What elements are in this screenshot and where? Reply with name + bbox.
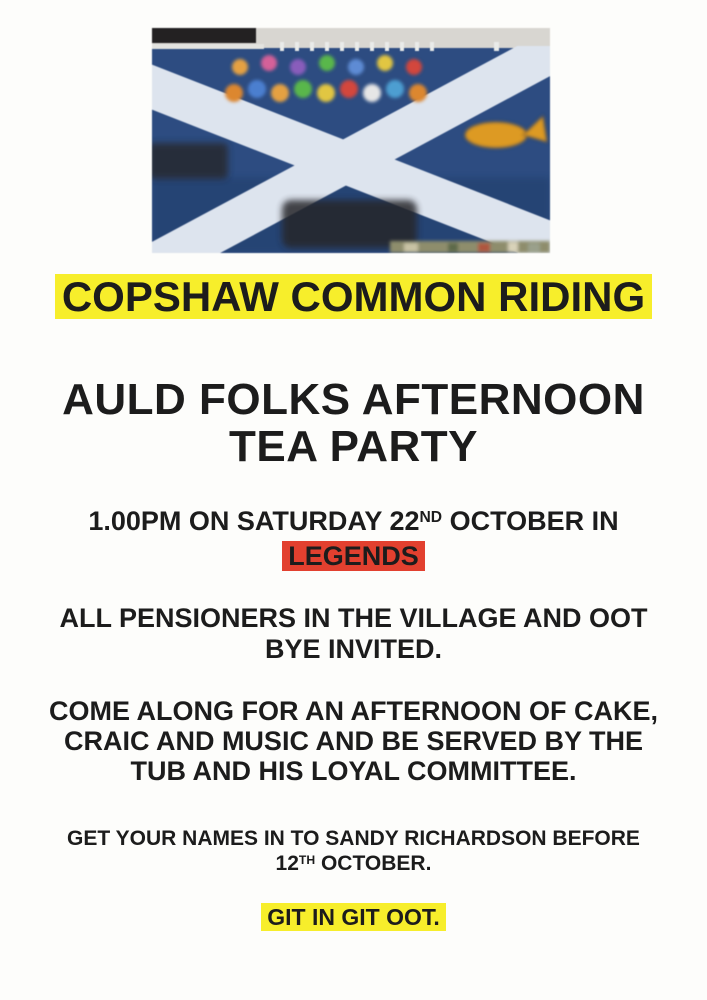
invitation-text [0,603,707,665]
footer-slogan: GIT IN GIT OOT. [261,903,446,931]
rsvp-suffix: OCTOBER. [315,852,432,875]
details-line2: CRAIC AND MUSIC AND BE SERVED BY THE [63,726,644,756]
event-datetime [0,504,707,573]
venue-line [0,538,707,573]
event-heading-line2: TEA PARTY [229,422,478,471]
saltire-flag-photo [152,28,550,253]
details-line3: TUB AND HIS LOYAL COMMITTEE. [130,756,577,786]
invitation-line2: BYE INVITED. [264,634,443,664]
shelf-highlight [152,44,264,49]
rsvp-line1: GET YOUR NAMES IN TO SANDY RICHARDSON BEFORE [67,827,640,850]
title-banner [0,274,707,319]
venue-highlight: LEGENDS [282,541,425,571]
rsvp-line2 [0,851,707,876]
rsvp-text [0,826,707,876]
page-title: COPSHAW COMMON RIDING [55,274,652,319]
rsvp-date: 12 [275,852,299,875]
dark-object-left [152,143,228,179]
invitation-line1: ALL PENSIONERS IN THE VILLAGE AND OOT [59,603,648,633]
event-date-line [0,504,707,538]
event-heading [0,376,707,470]
date-ordinal: ND [419,508,443,526]
rsvp-ordinal: TH [298,852,316,867]
flag-photo-svg [152,28,550,253]
background-clutter [390,241,550,253]
details-line1: COME ALONG FOR AN AFTERNOON OF CAKE, [49,696,658,726]
event-details-text [0,696,707,786]
date-suffix: OCTOBER IN [442,506,619,536]
event-heading-line1: AULD FOLKS AFTERNOON [62,375,645,424]
date-prefix: 1.00PM ON SATURDAY 22 [88,506,420,536]
dark-object-bottom [282,200,417,248]
footer-banner [0,903,707,931]
shelf-object [152,28,256,43]
